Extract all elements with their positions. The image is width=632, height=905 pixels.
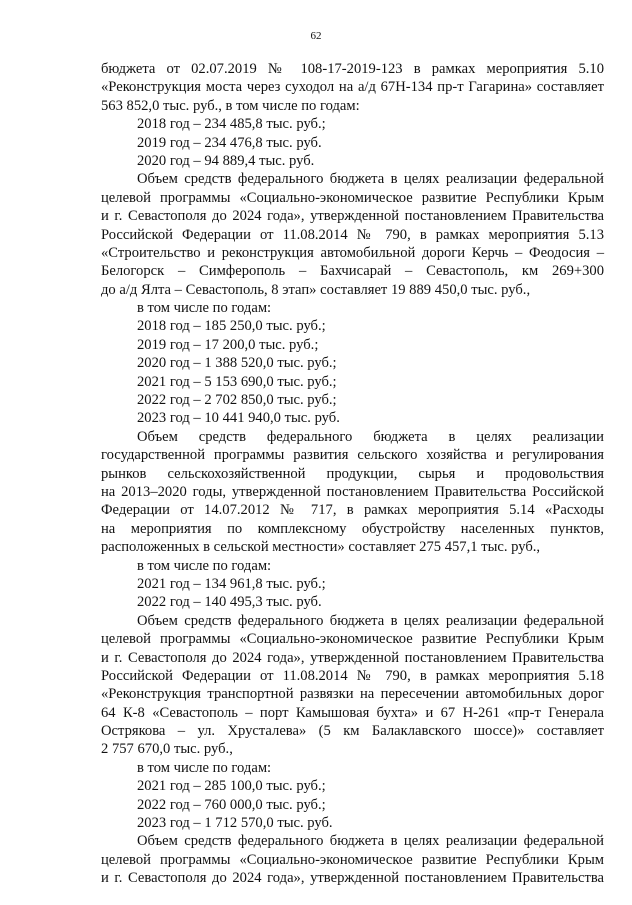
text-line: Белогорск – Симферополь – Бахчисарай – Севастополь, км 269+300: [101, 263, 604, 280]
text-line: 2 757 670,0 тыс. руб.,: [101, 741, 233, 758]
text-line: 2020 год – 1 388 520,0 тыс. руб.;: [137, 355, 337, 372]
text-line: бюджета от 02.07.2019 № 108-17-2019-123 в рамках мероприятия 5.10: [101, 61, 604, 77]
page-number: 62: [310, 30, 322, 42]
text-line: и г. Севастополя до 2024 года», утвержденной постановлением Правительства: [101, 208, 604, 225]
text-line: на 2013–2020 годы, утвержденной постановлением Правительства Российской: [101, 483, 604, 500]
text-line: 2023 год – 1 712 570,0 тыс. руб.: [137, 815, 333, 832]
document-body: [101, 60, 604, 888]
text-line: в том числе по годам:: [137, 759, 272, 776]
text-line: Острякова – ул. Хрусталева» (5 км Балаклавского шоссе)» составляет: [101, 723, 604, 740]
text-line: Российской Федерации от 11.08.2014 № 790, в рамках мероприятия 5.13: [101, 226, 604, 243]
text-line: «Строительство и реконструкция автомобильной дороги Керчь – Феодосия –: [101, 244, 604, 261]
text-line: в том числе по годам:: [137, 300, 272, 317]
text-line: в том числе по годам:: [137, 557, 272, 574]
text-line: целевой программы «Социально-экономическое развитие Республики Крым: [101, 189, 604, 206]
text-line: «Реконструкция транспортной развязки на пересечении автомобильных дорог: [101, 686, 604, 703]
text-line: и г. Севастополя до 2024 года», утвержденной постановлением Правительства: [101, 870, 604, 887]
text-line: Объем средств федерального бюджета в целях реализации федеральной: [137, 833, 604, 850]
text-line: 2021 год – 5 153 690,0 тыс. руб.;: [137, 373, 337, 390]
text-line: 2018 год – 234 485,8 тыс. руб.;: [137, 116, 326, 133]
text-line: Объем средств федерального бюджета в целях реализации федеральной: [137, 171, 604, 188]
text-line: 2020 год – 94 889,4 тыс. руб.: [137, 152, 315, 169]
text-line: и г. Севастополя до 2024 года», утвержденной постановлением Правительства: [101, 649, 604, 666]
text-line: 2023 год – 10 441 940,0 тыс. руб.: [137, 410, 340, 427]
text-line: 563 852,0 тыс. руб., в том числе по годам:: [101, 97, 360, 114]
text-line: Объем средств федерального бюджета в целях реализации федеральной: [137, 612, 604, 629]
text-line: Федерации от 14.07.2012 № 717, в рамках мероприятия 5.14 «Расходы: [101, 502, 604, 519]
text-line: 2019 год – 17 200,0 тыс. руб.;: [137, 336, 319, 353]
text-line: на мероприятия по комплексному обустройству населенных пунктов,: [101, 520, 604, 537]
text-line: Объем средств федерального бюджета в целях реализации: [137, 428, 604, 445]
text-line: рынков сельскохозяйственной продукции, сырья и продовольствия: [101, 465, 604, 482]
text-line: «Реконструкция моста через суходол на а/д 67Н-134 пр-т Гагарина» составляет: [101, 79, 604, 96]
text-line: 2022 год – 2 702 850,0 тыс. руб.;: [137, 392, 337, 409]
text-line: 64 К-8 «Севастополь – порт Камышовая бухта» и 67 Н-261 «пр-т Генерала: [101, 704, 604, 721]
text-line: целевой программы «Социально-экономическое развитие Республики Крым: [101, 631, 604, 648]
text-line: 2021 год – 134 961,8 тыс. руб.;: [137, 575, 326, 592]
text-line: 2018 год – 185 250,0 тыс. руб.;: [137, 318, 326, 335]
text-line: государственной программы развития сельского хозяйства и регулирования: [101, 447, 604, 464]
text-line: 2022 год – 760 000,0 тыс. руб.;: [137, 796, 326, 813]
text-line: расположенных в сельской местности» составляет 275 457,1 тыс. руб.,: [101, 539, 541, 556]
text-line: 2022 год – 140 495,3 тыс. руб.: [137, 594, 322, 611]
text-line: до а/д Ялта – Севастополь, 8 этап» составляет 19 889 450,0 тыс. руб.,: [101, 281, 531, 298]
text-line: 2021 год – 285 100,0 тыс. руб.;: [137, 778, 326, 795]
text-line: 2019 год – 234 476,8 тыс. руб.: [137, 134, 322, 151]
text-line: Российской Федерации от 11.08.2014 № 790, в рамках мероприятия 5.18: [101, 667, 604, 684]
text-line: целевой программы «Социально-экономическое развитие Республики Крым: [101, 851, 604, 868]
